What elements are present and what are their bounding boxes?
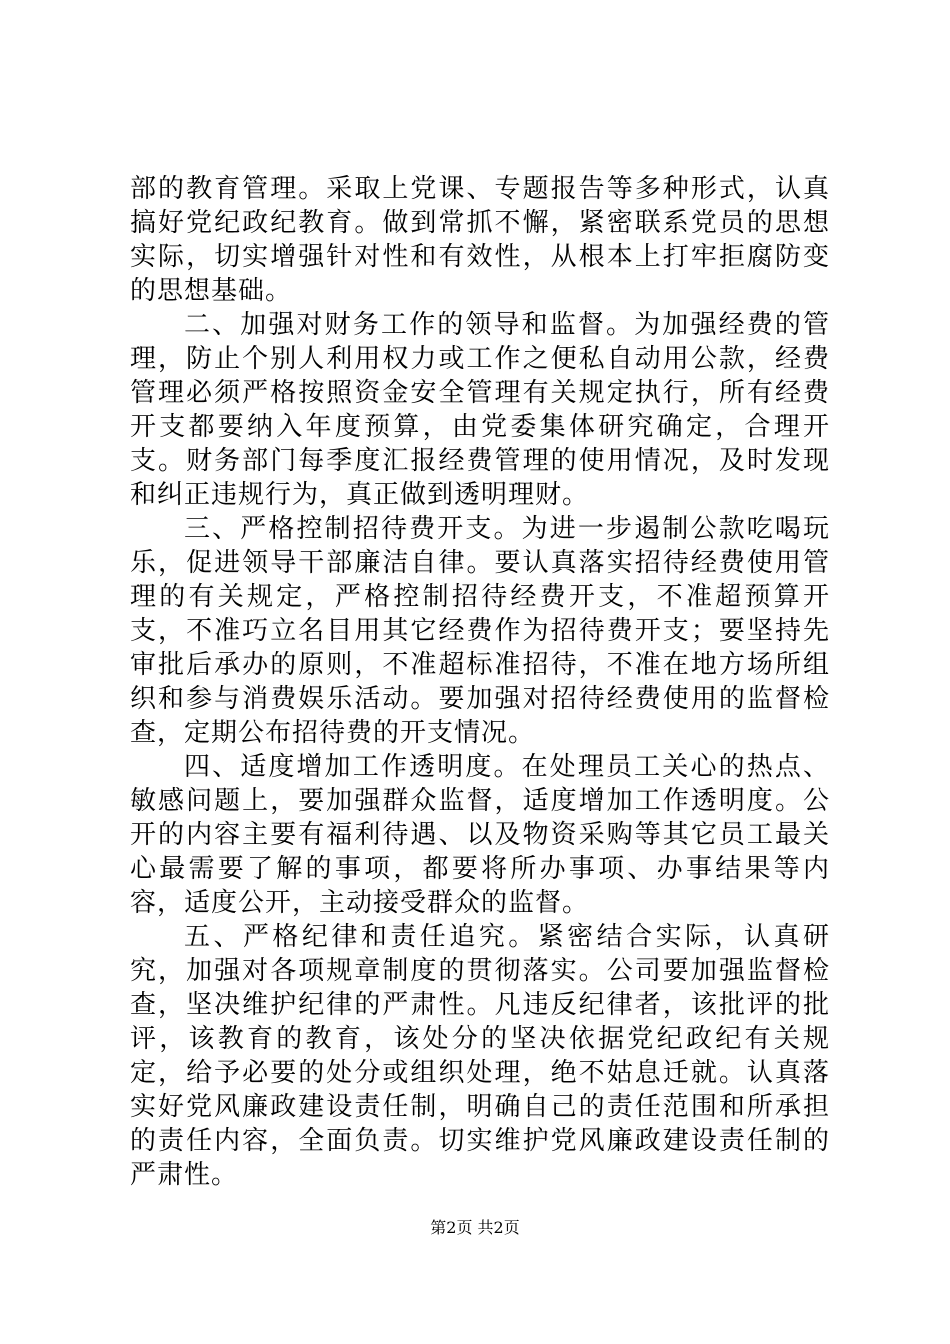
paragraph-continuation: 部的教育管理。采取上党课、专题报告等多种形式，认真搞好党纪政纪教育。做到常抓不懈，紧密联系党员的思想实际，切实增强针对性和有效性，从根本上打牢拒腐防变的思想基础。	[130, 174, 830, 306]
document-body	[130, 172, 830, 1192]
page-number-footer: 第2页 共2页	[430, 1218, 520, 1237]
paragraph-work-transparency: 四、适度增加工作透明度。在处理员工关心的热点、敏感问题上，要加强群众监督，适度增加工作透明度。公开的内容主要有福利待遇、以及物资采购等其它员工最关心最需要了解的事项，都要将所办事项、办事结果等内容，适度公开，主动接受群众的监督。	[130, 752, 830, 918]
paragraph-hospitality-expenses: 三、严格控制招待费开支。为进一步遏制公款吃喝玩乐，促进领导干部廉洁自律。要认真落实招待经费使用管理的有关规定，严格控制招待经费开支，不准超预算开支，不准巧立名目用其它经费作为招待费开支；要坚持先审批后承办的原则，不准超标准招待，不准在地方场所组织和参与消费娱乐活动。要加强对招待经费使用的监督检查，定期公布招待费的开支情况。	[130, 514, 830, 748]
paragraph-finance-supervision: 二、加强对财务工作的领导和监督。为加强经费的管理，防止个别人利用权力或工作之便私自动用公款，经费管理必须严格按照资金安全管理有关规定执行，所有经费开支都要纳入年度预算，由党委集体研究确定，合理开支。财务部门每季度汇报经费管理的使用情况，及时发现和纠正违规行为，真正做到透明理财。	[130, 310, 830, 510]
paragraph-discipline-accountability: 五、严格纪律和责任追究。紧密结合实际，认真研究，加强对各项规章制度的贯彻落实。公司要加强监督检查，坚决维护纪律的严肃性。凡违反纪律者，该批评的批评，该教育的教育，该处分的坚决依据党纪政纪有关规定，给予必要的处分或组织处理，绝不姑息迁就。认真落实好党风廉政建设责任制，明确自己的责任范围和所承担的责任内容，全面负责。切实维护党风廉政建设责任制的严肃性。	[130, 922, 830, 1190]
